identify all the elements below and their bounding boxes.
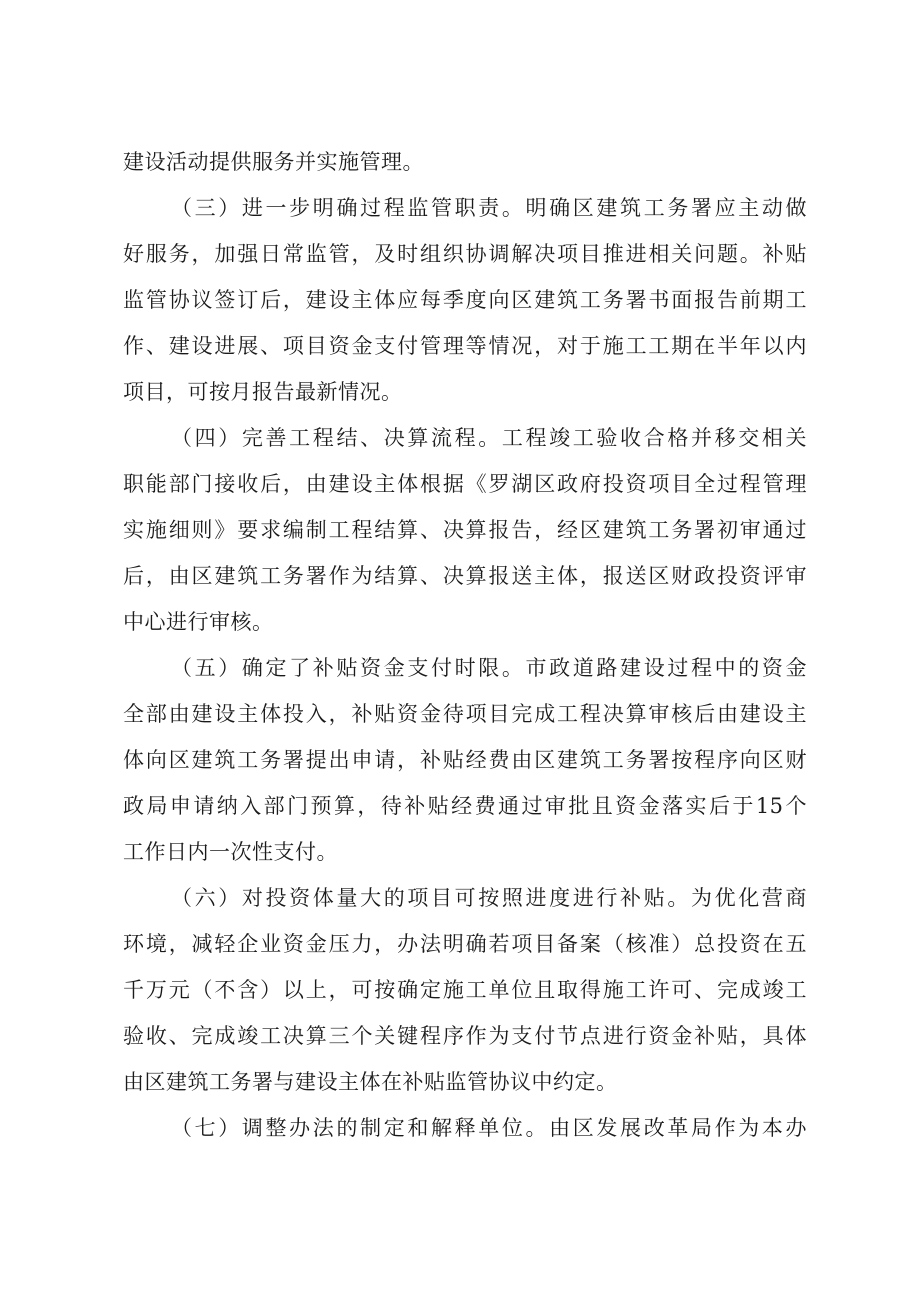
paragraph-line: （三）进一步明确过程监管职责。明确区建筑工务署应主动做 bbox=[171, 196, 807, 220]
paragraph-line: 好服务，加强日常监管，及时组织协调解决项目推进相关问题。补贴 bbox=[123, 242, 807, 266]
document-body bbox=[123, 139, 807, 1151]
paragraph-line: （六）对投资体量大的项目可按照进度进行补贴。为优化营商 bbox=[171, 886, 807, 910]
paragraph-line: （七）调整办法的制定和解释单位。由区发展改革局作为本办 bbox=[171, 1116, 807, 1140]
paragraph-line: 职能部门接收后，由建设主体根据《罗湖区政府投资项目全过程管理 bbox=[123, 472, 807, 496]
paragraph-line: 作、建设进展、项目资金支付管理等情况，对于施工工期在半年以内 bbox=[123, 334, 807, 358]
paragraph bbox=[123, 875, 807, 1105]
paragraph-line: 建设活动提供服务并实施管理。 bbox=[123, 150, 424, 174]
paragraph-line: 监管协议签订后，建设主体应每季度向区建筑工务署书面报告前期工 bbox=[123, 288, 807, 312]
paragraph bbox=[123, 645, 807, 875]
paragraph-line: （四）完善工程结、决算流程。工程竣工验收合格并移交相关 bbox=[171, 426, 807, 450]
paragraph-line: 全部由建设主体投入，补贴资金待项目完成工程决算审核后由建设主 bbox=[123, 702, 807, 726]
paragraph bbox=[123, 185, 807, 415]
paragraph-line: 实施细则》要求编制工程结算、决算报告，经区建筑工务署初审通过 bbox=[123, 518, 807, 542]
paragraph-line: 工作日内一次性支付。 bbox=[123, 840, 338, 864]
paragraph-line: 项目，可按月报告最新情况。 bbox=[123, 380, 403, 404]
paragraph-line: 后，由区建筑工务署作为结算、决算报送主体，报送区财政投资评审 bbox=[123, 564, 807, 588]
paragraph-line: 验收、完成竣工决算三个关键程序作为支付节点进行资金补贴，具体 bbox=[123, 1024, 807, 1048]
paragraph-line: （五）确定了补贴资金支付时限。市政道路建设过程中的资金 bbox=[171, 656, 807, 680]
paragraph bbox=[123, 1105, 807, 1151]
paragraph-line: 千万元（不含）以上，可按确定施工单位且取得施工许可、完成竣工 bbox=[123, 978, 807, 1002]
paragraph-line: 体向区建筑工务署提出申请，补贴经费由区建筑工务署按程序向区财 bbox=[123, 748, 807, 772]
paragraph-line: 环境，减轻企业资金压力，办法明确若项目备案（核准）总投资在五 bbox=[123, 932, 807, 956]
paragraph bbox=[123, 139, 807, 185]
paragraph-line: 由区建筑工务署与建设主体在补贴监管协议中约定。 bbox=[123, 1070, 618, 1094]
paragraph bbox=[123, 415, 807, 645]
paragraph-line: 中心进行审核。 bbox=[123, 610, 274, 634]
paragraph-line: 政局申请纳入部门预算，待补贴经费通过审批且资金落实后于15个 bbox=[123, 794, 807, 818]
